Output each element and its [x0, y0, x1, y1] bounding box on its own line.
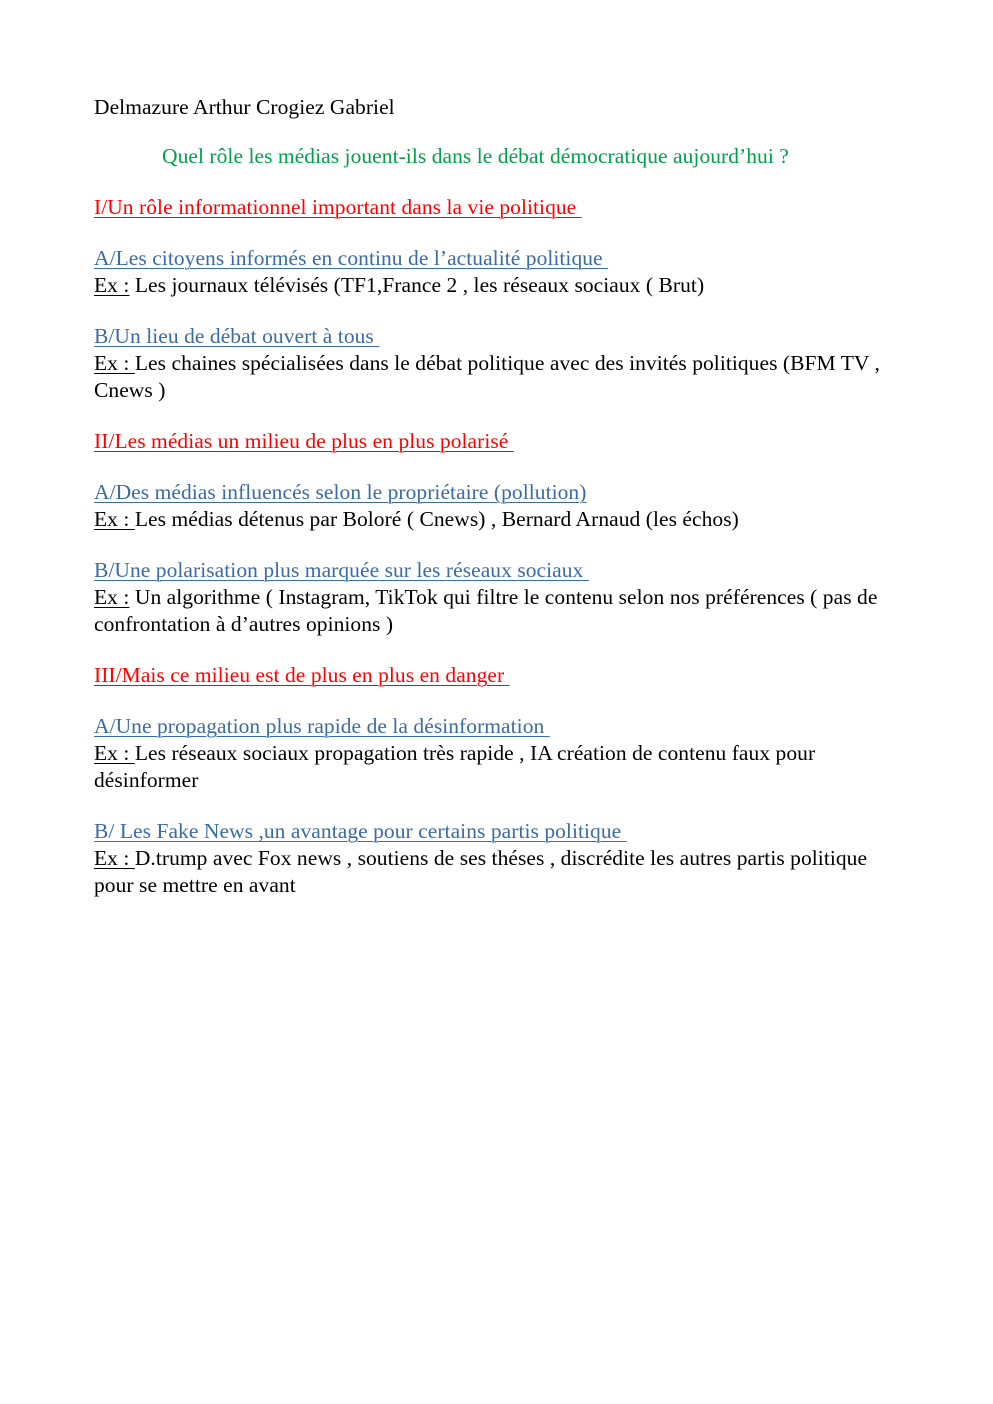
subsection-heading-3-a: A/Une propagation plus rapide de la désinformation	[94, 714, 550, 738]
example-text: Les médias détenus par Boloré ( Cnews) , Bernard Arnaud (les échos)	[134, 507, 739, 531]
subsection-heading-1-a: A/Les citoyens informés en continu de l’actualité politique	[94, 246, 609, 270]
example-label: Ex :	[94, 273, 130, 297]
example-1-a	[94, 272, 894, 299]
example-text: Les chaines spécialisées dans le débat politique avec des invités politiques (BFM TV , Cnews )	[94, 351, 886, 402]
example-2-a	[94, 506, 894, 533]
example-label: Ex :	[94, 507, 135, 531]
example-label: Ex :	[94, 741, 135, 765]
example-text: Les réseaux sociaux propagation très rapide , IA création de contenu faux pour désinformer	[94, 741, 821, 792]
section-heading-3: III/Mais ce milieu est de plus en plus en danger	[94, 663, 510, 687]
subsection-heading-2-a: A/Des médias influencés selon le propriétaire (pollution)	[94, 480, 587, 504]
example-text: Un algorithme ( Instagram, TikTok qui filtre le contenu selon nos préférences ( pas de confrontation à d’autres opinions )	[94, 585, 883, 636]
subsection-heading-1-b: B/Un lieu de débat ouvert à tous	[94, 324, 380, 348]
subsection-1-a	[94, 245, 894, 299]
example-label: Ex :	[94, 585, 130, 609]
subsection-3-a	[94, 713, 894, 794]
subsection-2-b	[94, 557, 894, 638]
example-3-a	[94, 740, 894, 794]
document-body	[94, 94, 894, 899]
example-label: Ex :	[94, 846, 135, 870]
example-text: D.trump avec Fox news , soutiens de ses théses , discrédite les autres partis politique pour se mettre en avant	[94, 846, 873, 897]
subsection-1-b	[94, 323, 894, 404]
subsection-heading-3-b: B/ Les Fake News ,un avantage pour certains partis politique	[94, 819, 627, 843]
example-3-b	[94, 845, 894, 899]
subsection-heading-2-b: B/Une polarisation plus marquée sur les réseaux sociaux	[94, 558, 589, 582]
section-heading-1: I/Un rôle informationnel important dans la vie politique	[94, 195, 582, 219]
subsection-3-b	[94, 818, 894, 899]
example-2-b	[94, 584, 894, 638]
document-title: Quel rôle les médias jouent-ils dans le débat démocratique aujourd’hui ?	[162, 144, 789, 168]
subsection-2-a	[94, 479, 894, 533]
author-line: Delmazure Arthur Crogiez Gabriel	[94, 95, 395, 119]
section-heading-2: II/Les médias un milieu de plus en plus polarisé	[94, 429, 514, 453]
example-1-b	[94, 350, 894, 404]
example-label: Ex :	[94, 351, 135, 375]
example-text: Les journaux télévisés (TF1,France 2 , les réseaux sociaux ( Brut)	[129, 273, 705, 297]
